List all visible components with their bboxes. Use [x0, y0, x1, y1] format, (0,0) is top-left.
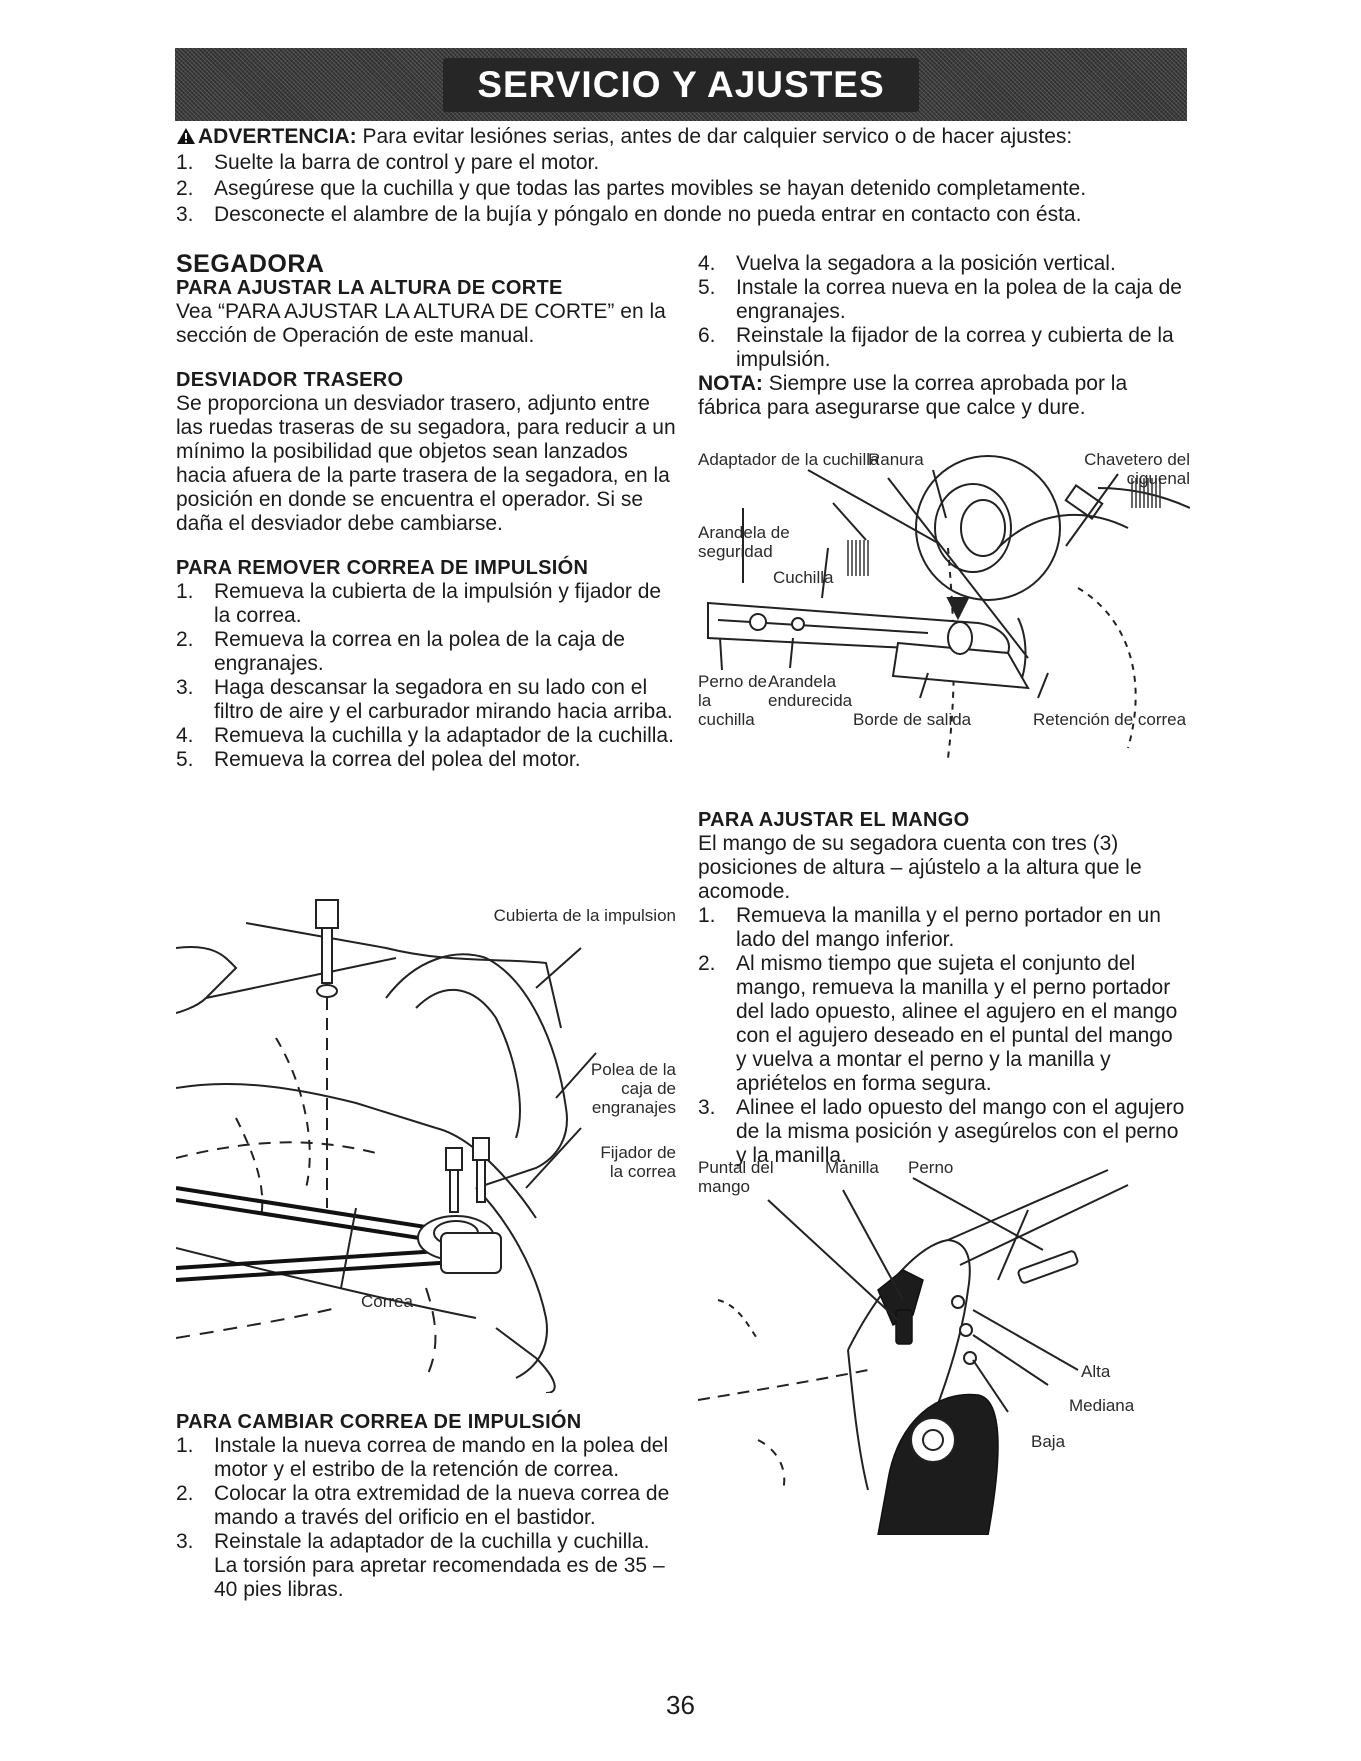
- warning-block: [176, 124, 1206, 228]
- item-text: Remueva la correa en la polea de la caja de engranajes.: [214, 628, 625, 675]
- low-position-label: Baja: [1031, 1432, 1066, 1451]
- drive-belt-drawing: [176, 888, 676, 1393]
- list-item: [176, 580, 676, 628]
- handle-heading: PARA AJUSTAR EL MANGO: [698, 809, 970, 831]
- high-position-label: Alta: [1081, 1362, 1111, 1381]
- item-number: 4.: [698, 252, 716, 275]
- list-item: [698, 904, 1188, 952]
- item-number: 3.: [698, 1096, 716, 1119]
- item-text: Al mismo tiempo que sujeta el conjunto del mango, remueva la manilla y el perno portador del lado opuesto, alinee el agujero en el mango con el agujero deseado en el puntal del mango y vuelva a montar el perno y la manilla y apriételos en forma segura.: [736, 952, 1178, 1095]
- warning-line: [176, 124, 1206, 150]
- handle-drawing: [698, 1150, 1148, 1535]
- list-item: [176, 724, 676, 748]
- factory-belt-note: [698, 372, 1188, 420]
- item-text: Remueva la cubierta de la impulsión y fijador de la correa.: [214, 580, 662, 627]
- warning-heading: ADVERTENCIA:: [198, 125, 357, 148]
- gearbox-pulley-label: Polea de la caja de engranajes: [590, 1060, 676, 1117]
- item-number: 2.: [176, 177, 194, 200]
- item-text: Remueva la correa del polea del motor.: [214, 748, 581, 771]
- item-text: Reinstale la adaptador de la cuchilla y cuchilla. La torsión para apretar recomendada es de 35 – 40 pies libras.: [214, 1530, 665, 1601]
- knob-label: Manilla: [825, 1158, 879, 1177]
- list-item: [176, 748, 676, 772]
- change-belt-steps: [176, 1434, 676, 1602]
- list-item: [698, 952, 1188, 1096]
- list-item: [176, 1530, 676, 1602]
- rear-deflector-text: Se proporciona un desviador trasero, adjunto entre las ruedas traseras de su segadora, para reducir a un mínimo la posibilidad que objetos sean lanzados hacia afuera de la parte trasera de la segadora, en la posición en donde se encuentra el operador. Si se daña el desviador debe cambiarse.: [176, 392, 676, 535]
- handle-steps: [698, 904, 1188, 1168]
- cover-label: Cubierta de la impulsion: [493, 906, 676, 925]
- note-text: Siempre use la correa aprobada por la fábrica para asegurarse que calce y dure.: [698, 372, 1128, 419]
- trailing-edge-label: Borde de salida: [853, 710, 972, 729]
- item-text: Remueva la cuchilla y la adaptador de la cuchilla.: [214, 724, 674, 747]
- item-number: 6.: [698, 324, 716, 347]
- handle-text: El mango de su segadora cuenta con tres (3) posiciones de altura – ajústelo a la altura que le acomode.: [698, 832, 1142, 903]
- right-column: [698, 252, 1188, 420]
- list-item: [176, 150, 1206, 176]
- item-number: 2.: [698, 952, 716, 975]
- item-number: 2.: [176, 1482, 194, 1505]
- item-number: 4.: [176, 724, 194, 747]
- belt-label: Correa: [361, 1292, 413, 1311]
- hardened-washer-label: Arandela endurecida: [768, 672, 853, 710]
- rear-deflector-heading: DESVIADOR TRASERO: [176, 369, 404, 391]
- item-text: Desconecte el alambre de la bujía y póngalo en donde no pueda entrar en contacto con ésta.: [214, 203, 1082, 226]
- handle-illustration: [698, 1150, 1148, 1535]
- groove-label: Ranura: [868, 450, 924, 469]
- list-item: [698, 276, 1188, 324]
- handle-strut-label: Puntal del mango: [698, 1158, 774, 1196]
- blade-bolt-label: Perno de la cuchilla: [698, 672, 767, 729]
- blade-adapter-label: Adaptador de la cuchilla: [698, 450, 880, 469]
- list-item: [176, 176, 1206, 202]
- belt-keeper-label: Fijador de la correa: [600, 1143, 676, 1181]
- warning-triangle-icon: [176, 127, 196, 145]
- item-number: 5.: [698, 276, 716, 299]
- install-belt-steps: [698, 252, 1188, 372]
- remove-belt-steps: [176, 580, 676, 772]
- height-adjust-text: Vea “PARA AJUSTAR LA ALTURA DE CORTE” en la sección de Operación de este manual.: [176, 300, 666, 347]
- list-item: [698, 324, 1188, 372]
- list-item: [176, 1434, 676, 1482]
- section-title-segadora: SEGADORA: [176, 250, 325, 278]
- page-banner: [175, 48, 1187, 121]
- item-text: Instale la correa nueva en la polea de la caja de engranajes.: [736, 276, 1182, 323]
- item-number: 3.: [176, 203, 194, 226]
- item-number: 1.: [176, 1434, 194, 1457]
- page-title: SERVICIO Y AJUSTES: [443, 58, 918, 112]
- item-text: Colocar la otra extremidad de la nueva correa de mando a través del orificio en el bastidor.: [214, 1482, 670, 1529]
- list-item: [176, 676, 676, 724]
- crankshaft-key-label: Chavetero del ciguenal: [1084, 450, 1190, 488]
- list-item: [698, 252, 1188, 276]
- item-text: Vuelva la segadora a la posición vertical.: [736, 252, 1116, 275]
- item-number: 1.: [698, 904, 716, 927]
- medium-position-label: Mediana: [1069, 1396, 1135, 1415]
- page-number: 36: [666, 1690, 695, 1720]
- item-text: Asegúrese que la cuchilla y que todas las partes movibles se hayan detenido completamente.: [214, 177, 1087, 200]
- blade-label: Cuchilla: [773, 568, 834, 587]
- item-text: Suelte la barra de control y pare el motor.: [214, 151, 600, 174]
- item-text: Reinstale la fijador de la correa y cubierta de la impulsión.: [736, 324, 1174, 371]
- item-number: 3.: [176, 1530, 194, 1553]
- drive-belt-illustration: [176, 888, 676, 1393]
- list-item: [176, 628, 676, 676]
- blade-illustration: [698, 448, 1190, 768]
- item-number: 3.: [176, 676, 194, 699]
- item-number: 1.: [176, 580, 194, 603]
- list-item: [176, 1482, 676, 1530]
- item-number: 5.: [176, 748, 194, 771]
- change-belt-section: [176, 1410, 676, 1602]
- item-text: Instale la nueva correa de mando en la polea del motor y el estribo de la retención de correa.: [214, 1434, 669, 1481]
- left-column: [176, 252, 676, 772]
- item-number: 1.: [176, 151, 194, 174]
- lock-washer-label: Arandela de seguridad: [698, 523, 790, 561]
- list-item: [176, 202, 1206, 228]
- handle-section: [698, 808, 1188, 1168]
- warning-list: [176, 150, 1206, 228]
- item-text: Remueva la manilla y el perno portador en un lado del mango inferior.: [736, 904, 1161, 951]
- note-heading: NOTA:: [698, 372, 763, 395]
- handle-bolt-label: Perno: [908, 1158, 954, 1177]
- height-adjust-heading: PARA AJUSTAR LA ALTURA DE CORTE: [176, 277, 563, 299]
- item-text: Haga descansar la segadora en su lado con el filtro de aire y el carburador mirando hacia arriba.: [214, 676, 673, 723]
- belt-retention-label: Retención de correa: [1033, 710, 1187, 729]
- remove-belt-heading: PARA REMOVER CORREA DE IMPULSIÓN: [176, 557, 589, 579]
- change-belt-heading: PARA CAMBIAR CORREA DE IMPULSIÓN: [176, 1411, 582, 1433]
- warning-text: Para evitar lesiónes serias, antes de dar calquier servico o de hacer ajustes:: [356, 125, 1073, 148]
- item-number: 2.: [176, 628, 194, 651]
- item-text: Alinee el lado opuesto del mango con el agujero de la misma posición y asegúrelos con el perno y la manilla.: [736, 1096, 1185, 1167]
